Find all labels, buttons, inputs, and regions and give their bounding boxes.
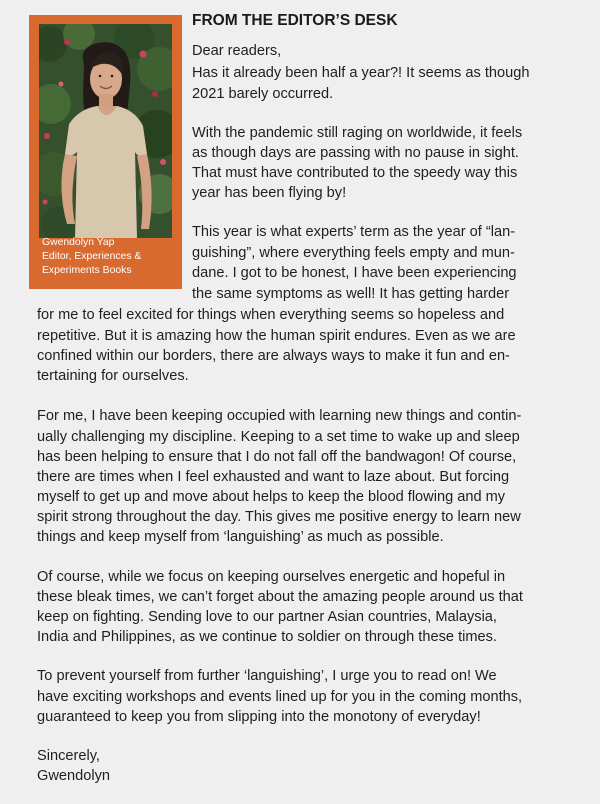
paragraph-line: year has been flying by!: [192, 185, 347, 201]
paragraph-line: To prevent yourself from further ‘languishing’, I urge you to read on! We: [37, 668, 497, 684]
editor-photo-card: [29, 15, 182, 289]
signoff: Sincerely,: [37, 748, 100, 764]
paragraph-line: This year is what experts’ term as the year of “lan-: [192, 224, 516, 240]
paragraph-line: That must have contributed to the speedy way this: [192, 165, 518, 181]
editor-portrait-photo: [39, 24, 172, 238]
paragraph-line: For me, I have been keeping occupied with learning new things and contin-: [37, 408, 522, 424]
paragraph-line: India and Philippines, as we continue to soldier on through these times.: [37, 629, 497, 645]
greeting-line: Dear readers,: [192, 43, 282, 59]
paragraph-line: keep on fighting. Sending love to our partner Asian countries, Malaysia,: [37, 609, 497, 625]
paragraph-line: tertaining for ourselves.: [37, 368, 189, 384]
paragraph-line: the same symptoms as well! It has getting harder: [192, 286, 510, 302]
signature: Gwendolyn: [37, 768, 111, 784]
paragraph-line: ually challenging my discipline. Keeping to a set time to wake up and sleep: [37, 429, 520, 445]
paragraph-line: has been helping to ensure that I do not fall off the bandwagon! Of course,: [37, 449, 517, 465]
caption-role: Editor, Experiences &: [42, 251, 142, 262]
paragraph-line: dane. I got to be honest, I have been experiencing: [192, 265, 517, 281]
paragraph-line: myself to get up and move about helps to keep the blood flowing and my: [37, 489, 506, 505]
paragraph-line: Of course, while we focus on keeping ourselves energetic and hopeful in: [37, 569, 506, 585]
photo-caption: [42, 236, 178, 278]
paragraph-line: confined within our borders, there are always ways to make it fun and en-: [37, 348, 510, 364]
paragraph-line: as though days are passing with no pause in sight.: [192, 145, 519, 161]
paragraph-line: repetitive. But it is amazing how the human spirit endures. Even as we are: [37, 328, 516, 344]
caption-name: Gwendolyn Yap: [42, 237, 115, 248]
paragraph-line: Has it already been half a year?! It seems as though: [192, 65, 530, 81]
paragraph-line: guishing”, where everything feels empty and mun-: [192, 245, 515, 261]
paragraph-line: guaranteed to keep you from slipping into the monotony of everyday!: [37, 709, 481, 725]
paragraph-line: things and keep myself from ‘languishing’ as much as possible.: [37, 529, 444, 545]
paragraph-line: spirit strong throughout the day. This gives me positive energy to learn new: [37, 509, 521, 525]
paragraph-line: there are times when I feel exhausted and want to laze about. But forcing: [37, 469, 510, 485]
paragraph-line: With the pandemic still raging on worldwide, it feels: [192, 125, 523, 141]
paragraph-line: these bleak times, we can’t forget about the amazing people around us that: [37, 589, 523, 605]
paragraph-line: 2021 barely occurred.: [192, 86, 334, 102]
paragraph-line: have exciting workshops and events lined up for you in the coming months,: [37, 689, 523, 705]
paragraph-line: for me to feel excited for things when everything seems so hopeless and: [37, 307, 505, 323]
caption-publication: Experiments Books: [42, 265, 132, 276]
page-title: FROM THE EDITOR’S DESK: [192, 12, 398, 29]
